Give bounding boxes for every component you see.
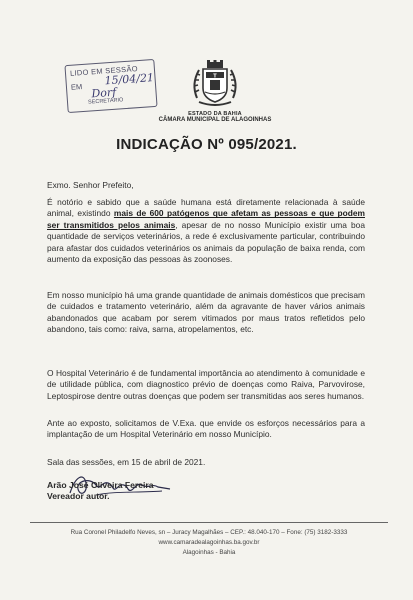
footer-website: www.camaradealagoinhas.ba.gov.br: [158, 539, 260, 546]
stamp-line3: SECRETARIO: [87, 97, 124, 106]
paragraph-4: Ante ao exposto, solicitamos de V.Exa. que envide os esforços necessários para a implantação de um Hospital Veterinário em nosso Município.: [47, 418, 365, 440]
paragraph-1: [47, 197, 365, 265]
stamp-handwritten-date: 15/04/21: [104, 71, 155, 88]
footer-address: Rua Coronel Philadelfo Neves, sn – Juracy Magalhães – CEP.: 48.040-170 – Fone: (75) 3182-3333: [70, 529, 348, 536]
footer-city: Alagoinhas - Bahia: [182, 549, 236, 556]
municipal-crest-icon: [189, 58, 241, 110]
paragraph-3: O Hospital Veterinário é de fundamental importância ao atendimento à comunidade e de utilidade pública, com diagnostico prévio de doenças como Raiva, Parvovirose, Leptospirose dentre outras doenças que podem ser transmitidas aos seres humanos.: [47, 368, 365, 401]
paragraph-2: Em nosso município há uma grande quantidade de animais domésticos que precisam de cuidados e tratamento veterinário, além da agravante de haver vários animais abandonados que acabam por serem vitimados por maus tratos refletidos pelo abandono, tais como: raiva, sarna, atropelamentos, etc.: [47, 290, 365, 335]
paragraph-1-start: É notório e sabido que a saúde humana está diretamente relacionada à saúde animal, existindo: [47, 197, 365, 219]
paragraph-1-highlight: mais de 600 patógenos que afetam as pessoas e que podem ser transmitidos pelos animais: [47, 208, 365, 230]
footer-divider: [30, 522, 388, 523]
stamp-line2: EM: [70, 82, 83, 92]
paragraph-1-end: , apesar de no nosso Município existir uma boa quantidade de serviços veterinários, a rede é exclusivamente particular, contribuindo para afastar dos cuidados veterinários os animais da população de baixa renda, com aumento da exposição das pessoas às zoonoses.: [47, 219, 365, 265]
stamp-line1: LIDO EM SESSÃO: [69, 64, 139, 78]
chamber-name: CÂMARA MUNICIPAL DE ALAGOINHAS: [158, 117, 272, 123]
greeting: Exmo. Senhor Prefeito,: [47, 180, 134, 190]
document-title: INDICAÇÃO Nº 095/2021.: [116, 136, 297, 153]
closing-line: Sala das sessões, em 15 de abril de 2021.: [47, 457, 206, 467]
signatory-name: Arão José Oliveira Fereira: [47, 480, 154, 490]
signatory-role: Vereador autor.: [47, 491, 110, 501]
stamp-handwritten-signature: Dorf: [91, 85, 117, 101]
reading-stamp: [64, 59, 157, 113]
svg-text:T: T: [213, 73, 217, 80]
state-name: ESTADO DA BAHIA: [188, 111, 242, 117]
